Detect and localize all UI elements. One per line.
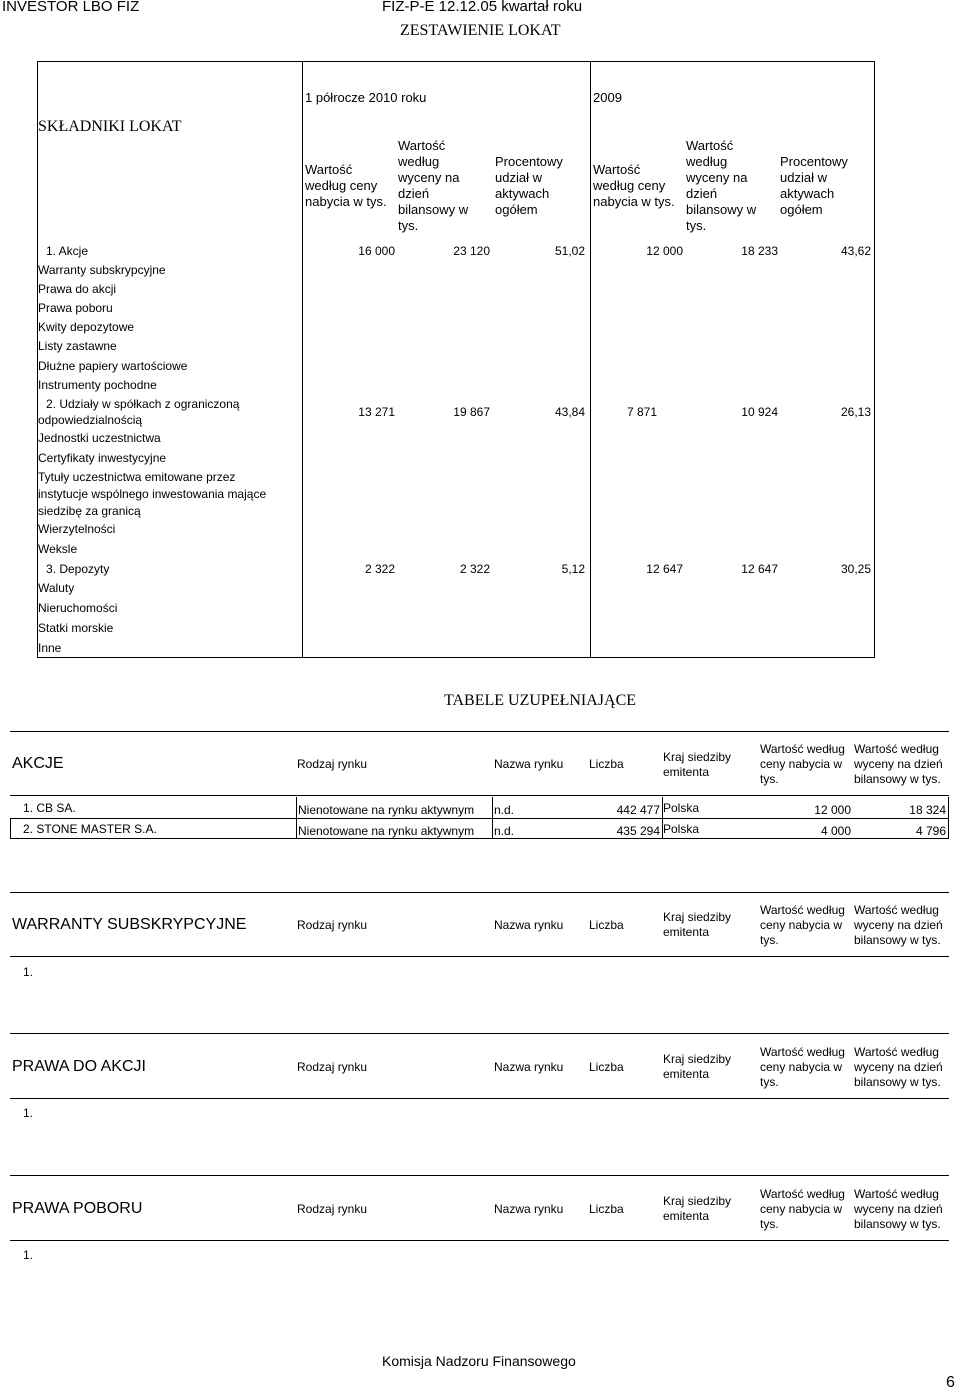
- table-row-market-name: n.d.: [494, 824, 515, 838]
- value-cell: 12 647: [741, 562, 778, 576]
- report-code: FIZ-P-E 12.12.05 kwartał roku: [382, 0, 583, 15]
- col-header-issuer-country: Kraj siedziby emitenta: [663, 910, 732, 939]
- value-cell: 7 871: [626, 405, 657, 419]
- col-header-count: Liczba: [589, 918, 624, 932]
- table-row-purchase: 12 000: [814, 803, 851, 817]
- col-header-market-name: Nazwa rynku: [494, 757, 564, 771]
- col-header-count: Liczba: [589, 1060, 624, 1074]
- row-label-weksle: Weksle: [38, 542, 78, 556]
- value-cell: 2 322: [364, 562, 395, 576]
- row-label-dluzne: Dłużne papiery wartościowe: [38, 359, 188, 373]
- col-header-purchase-value: Wartość według ceny nabycia w tys.: [760, 903, 845, 947]
- value-cell: 43,62: [840, 244, 871, 258]
- table-row-name: 1.: [23, 965, 34, 979]
- col-header-market-type: Rodzaj rynku: [297, 757, 368, 771]
- col-header-valuation-value: Wartość według wyceny na dzień bilansowy w tys.: [854, 1045, 943, 1089]
- page-title: ZESTAWIENIE LOKAT: [400, 22, 561, 39]
- row-label-kwity: Kwity depozytowe: [38, 320, 135, 334]
- table-row-count: 435 294: [616, 824, 660, 838]
- fund-name: INVESTOR LBO FIZ: [2, 0, 140, 15]
- table-title-warranty: WARRANTY SUBSKRYPCYJNE: [12, 916, 247, 933]
- table-row-name: 1. CB SA.: [23, 801, 76, 815]
- col-header-purchase-value: Wartość według ceny nabycia w tys.: [760, 742, 845, 786]
- value-cell: 10 924: [741, 405, 778, 419]
- col-header-valuation-2010: Wartość według wyceny na dzień bilansowy w tys.: [398, 138, 469, 233]
- value-cell: 51,02: [554, 244, 585, 258]
- footer-authority: Komisja Nadzoru Finansowego: [382, 1353, 576, 1369]
- row-label-nieruchomosci: Nieruchomości: [38, 601, 118, 615]
- row-label-jednostki: Jednostki uczestnictwa: [38, 431, 161, 445]
- col-header-purchase-value: Wartość według ceny nabycia w tys.: [760, 1187, 845, 1231]
- col-header-market-name: Nazwa rynku: [494, 1060, 564, 1074]
- col-header-issuer-country: Kraj siedziby emitenta: [663, 1052, 732, 1081]
- row-label-akcje: 1. Akcje: [46, 244, 89, 258]
- table-row-valuation: 18 324: [909, 803, 946, 817]
- period-header-2009: 2009: [593, 90, 622, 105]
- col-header-count: Liczba: [589, 1202, 624, 1216]
- row-label-inne: Inne: [38, 641, 62, 655]
- row-label-instrumenty: Instrumenty pochodne: [38, 378, 157, 392]
- row-label-statki: Statki morskie: [38, 621, 114, 635]
- col-header-share-2009: Procentowy udział w aktywach ogółem: [780, 154, 848, 217]
- value-cell: 2 322: [459, 562, 490, 576]
- value-cell: 12 647: [646, 562, 683, 576]
- col-header-market-name: Nazwa rynku: [494, 1202, 564, 1216]
- period-header-2010: 1 półrocze 2010 roku: [305, 90, 427, 105]
- value-cell: 23 120: [453, 244, 490, 258]
- row-label-certyfikaty: Certyfikaty inwestycyjne: [38, 451, 167, 465]
- value-cell: 30,25: [840, 562, 871, 576]
- col-header-issuer-country: Kraj siedziby emitenta: [663, 1194, 732, 1223]
- col-header-purchase-value: Wartość według ceny nabycia w tys.: [760, 1045, 845, 1089]
- row-label-listy: Listy zastawne: [38, 339, 117, 353]
- row-label-prawa-do-akcji: Prawa do akcji: [38, 282, 117, 296]
- col-header-valuation-2009: Wartość według wyceny na dzień bilansowy w tys.: [686, 138, 757, 233]
- col-header-issuer-country: Kraj siedziby emitenta: [663, 750, 732, 779]
- row-label-warranty: Warranty subskrypcyjne: [38, 263, 166, 277]
- row-label-udzialy: 2. Udziały w spółkach z ograniczoną odpowiedzialnością: [38, 397, 240, 427]
- table-row-count: 442 477: [616, 803, 660, 817]
- value-cell: 12 000: [646, 244, 683, 258]
- table-row-market-type: Nienotowane na rynku aktywnym: [298, 803, 475, 817]
- value-cell: 16 000: [358, 244, 395, 258]
- row-label-tytuly: Tytuły uczestnictwa emitowane przez instytucje wspólnego inwestowania mające siedzibę za granicą: [38, 470, 267, 518]
- supplementary-title: TABELE UZUPEŁNIAJĄCE: [444, 692, 637, 709]
- col-header-valuation-value: Wartość według wyceny na dzień bilansowy w tys.: [854, 742, 943, 786]
- table-row-name: 2. STONE MASTER S.A.: [23, 822, 157, 836]
- value-cell: 43,84: [554, 405, 585, 419]
- row-label-prawa-poboru: Prawa poboru: [38, 301, 113, 315]
- value-cell: 13 271: [358, 405, 395, 419]
- table-row-country: Polska: [663, 801, 700, 815]
- table-row-country: Polska: [663, 822, 700, 836]
- row-label-waluty: Waluty: [38, 581, 75, 595]
- col-header-purchase-2009: Wartość według ceny nabycia w tys.: [593, 162, 675, 209]
- value-cell: 5,12: [561, 562, 585, 576]
- table-row-market-name: n.d.: [494, 803, 515, 817]
- table-title-prawa-do-akcji: PRAWA DO AKCJI: [12, 1058, 146, 1075]
- value-cell: 18 233: [741, 244, 778, 258]
- page-number: 6: [946, 1374, 955, 1391]
- row-label-wierzytelnosci: Wierzytelności: [38, 522, 116, 536]
- table-row-valuation: 4 796: [915, 824, 946, 838]
- col-header-share-2010: Procentowy udział w aktywach ogółem: [495, 154, 563, 217]
- table-title-akcje: AKCJE: [12, 755, 64, 772]
- row-label-depozyty: 3. Depozyty: [46, 562, 110, 576]
- table-row-purchase: 4 000: [820, 824, 851, 838]
- col-header-market-type: Rodzaj rynku: [297, 918, 368, 932]
- table-row-market-type: Nienotowane na rynku aktywnym: [298, 824, 475, 838]
- col-header-valuation-value: Wartość według wyceny na dzień bilansowy w tys.: [854, 903, 943, 947]
- section-title: SKŁADNIKI LOKAT: [38, 118, 182, 135]
- value-cell: 19 867: [453, 405, 490, 419]
- table-row-name: 1.: [23, 1106, 34, 1120]
- col-header-market-type: Rodzaj rynku: [297, 1202, 368, 1216]
- col-header-purchase-2010: Wartość według ceny nabycia w tys.: [305, 162, 387, 209]
- table-title-prawa-poboru: PRAWA POBORU: [12, 1200, 143, 1217]
- col-header-count: Liczba: [589, 757, 624, 771]
- col-header-market-name: Nazwa rynku: [494, 918, 564, 932]
- col-header-valuation-value: Wartość według wyceny na dzień bilansowy w tys.: [854, 1187, 943, 1231]
- value-cell: 26,13: [840, 405, 871, 419]
- table-row-name: 1.: [23, 1248, 34, 1262]
- col-header-market-type: Rodzaj rynku: [297, 1060, 368, 1074]
